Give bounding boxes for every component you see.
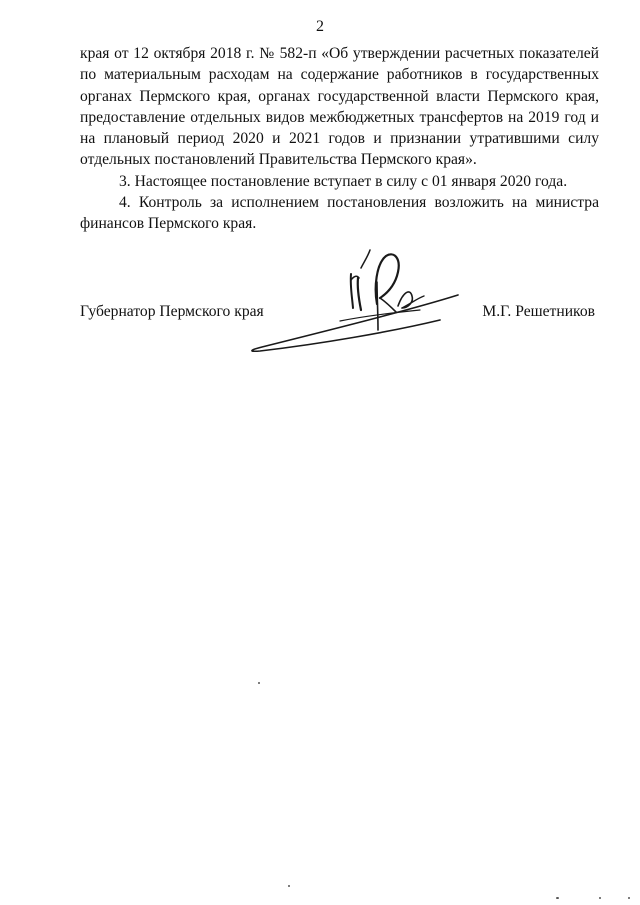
paragraph-continuation: края от 12 октября 2018 г. № 582-п «Об утверждении расчетных показателей по материальным расходам на содержание работников в государственных органах Пермского края, органах государственной власти Пермского края, предоставление отдельных видов межбюджетных трансфертов на 2019 год и на плановый период 2020 и 2021 годов и признании утратившими силу отдельных постановлений Правительства Пермского края». [80,45,599,169]
scan-speck [628,897,630,899]
scan-speck [599,897,601,899]
scan-speck [556,897,559,899]
scan-speck [288,885,290,887]
handwritten-signature-icon [240,238,470,358]
signer-name: М.Г. Решетников [482,303,595,320]
document-body [80,43,599,235]
scan-speck [258,682,260,684]
paragraph-control: 4. Контроль за исполнением постановления возложить на министра финансов Пермского края. [80,194,599,233]
paragraph-effective-date: 3. Настоящее постановление вступает в силу с 01 января 2020 года. [119,172,568,190]
page-number: 2 [316,18,324,35]
signer-position: Губернатор Пермского края [80,303,264,320]
